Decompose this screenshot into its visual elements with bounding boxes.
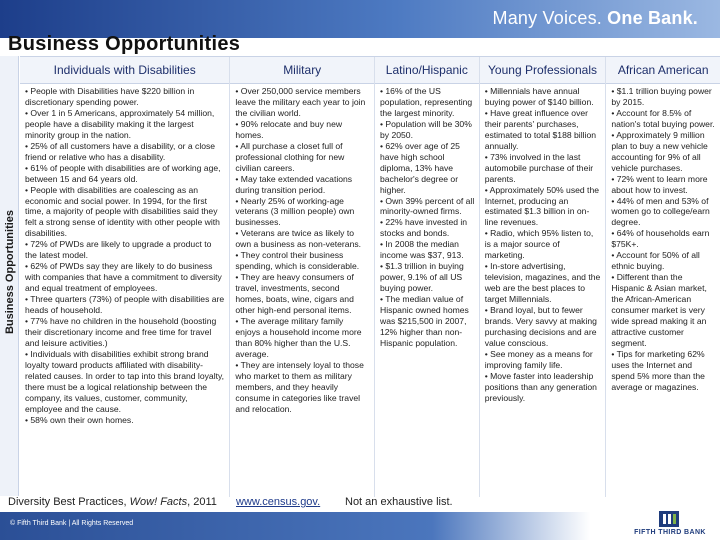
- bullet-item: • People with disabilities are coalescing as an economic and social power. In 1994, for the first time, a majority of people with disabilities said they felt a strong sense of identity with other people with disabilities.: [25, 184, 220, 239]
- fifth-third-bank-logo-icon: [658, 510, 680, 528]
- source-suffix: , 2011: [187, 496, 217, 508]
- source-italic: Wow! Facts: [129, 496, 188, 508]
- bullet-item: • They control their business spending, which is considerable.: [235, 250, 360, 272]
- bullet-item: • 58% own their own homes.: [25, 414, 134, 425]
- bullet-item: • Over 1 in 5 Americans, approximately 54 million, people have a disability making it the largest minority group in the nation.: [25, 107, 215, 140]
- bullet-item: • Individuals with disabilities exhibit strong brand loyalty toward products affiliated with disability-related causes. In order to tap into this brand loyalty, there must be a logical relationship between the company, its values, customer, community, employee and the cause.: [25, 348, 225, 414]
- bullet-item: • 73% involved in the last automobile purchase of their parents.: [484, 151, 594, 184]
- bullet-item: • 62% over age of 25 have high school diploma, 13% have bachelor's degree or higher.: [379, 140, 460, 195]
- bullet-item: • Veterans are twice as likely to own a business as non-veterans.: [235, 228, 362, 250]
- tagline-bold: One Bank.: [607, 8, 698, 28]
- opportunity-table: [20, 56, 720, 497]
- bullet-item: • 44% of men and 53% of women go to college/earn degree.: [611, 195, 710, 228]
- census-link-text[interactable]: www.census.gov: [236, 496, 318, 508]
- bullet-item: • Account for 50% of all ethnic buying.: [611, 250, 700, 272]
- bullet-item: • 16% of the US population, representing the largest minority.: [379, 86, 473, 118]
- column-young-professionals: [480, 57, 607, 497]
- bullet-item: • Have great influence over their parents' purchases, estimated to total $188 billion annually.: [484, 107, 596, 151]
- side-label-text: Business Opportunities: [4, 209, 16, 335]
- bullet-item: • Radio, which 95% listen to, is a major source of marketing.: [484, 228, 594, 261]
- bullet-item: • In 2008 the median income was $37, 913.: [379, 239, 464, 261]
- bullet-item: • The average military family enjoys a household income more than 80% higher than the U.S. average.: [235, 316, 362, 359]
- bullet-item: • Nearly 25% of working-age veterans (3 million people) own businesses.: [235, 195, 355, 228]
- bullet-item: • People with Disabilities have $220 billion in discretionary spending power.: [25, 86, 195, 107]
- column-body: [480, 84, 606, 404]
- bullet-item: • All purchase a closet full of professional clothing for new civilian careers.: [235, 140, 345, 173]
- bullet-item: • Three quarters (73%) of people with disabilities are heads of household.: [25, 294, 225, 316]
- bullet-item: • Tips for marketing 62% uses the Internet and spend 5% more than the average or magazines.: [611, 348, 705, 392]
- bullet-item: • In-store advertising, television, magazines, and the web are the best places to target Millennials.: [484, 261, 601, 305]
- census-link-suffix: .: [317, 496, 321, 508]
- column-heading: African American: [606, 57, 720, 84]
- bullet-item: • 61% of people with disabilities are of working age, between 15 and 64 years old.: [25, 162, 221, 184]
- column-body: [375, 84, 479, 349]
- footer: [0, 496, 720, 540]
- bullet-item: • Account for 8.5% of nation's total buying power.: [611, 107, 715, 129]
- census-link[interactable]: [236, 496, 320, 508]
- bullet-item: • 22% have invested in stocks and bonds.: [379, 217, 468, 239]
- bullet-item: • May take extended vacations during transition period.: [235, 173, 353, 195]
- tagline-regular: Many Voices.: [492, 8, 602, 28]
- bullet-item: • 62% of PWDs say they are likely to do business with companies that have a commitment to diversity and equal treatment of employees.: [25, 261, 222, 294]
- bullet-item: • $1.3 trillion in buying power, 9.1% of all US buying power.: [379, 261, 464, 294]
- column-military: [230, 57, 375, 497]
- column-disabilities: [20, 57, 230, 497]
- copyright: © Fifth Third Bank | All Rights Reserved: [10, 520, 134, 527]
- column-heading: Military: [230, 57, 374, 84]
- bullet-item: • Own 39% percent of all minority-owned firms.: [379, 195, 475, 217]
- column-african-american: [606, 57, 720, 497]
- bullet-item: • Millennials have annual buying power of $140 billion.: [484, 86, 594, 107]
- column-latino-hispanic: [375, 57, 480, 497]
- bullet-item: • Approximately 50% used the Internet, producing an estimated $1.3 billion in on-line revenues.: [484, 184, 600, 228]
- bullet-item: • $1.1 trillion buying power by 2015.: [611, 86, 712, 107]
- column-heading: Individuals with Disabilities: [20, 57, 229, 84]
- bullet-item: • Approximately 9 million plan to buy a new vehicle accounting for 9% of all vehicle purchases.: [611, 129, 708, 173]
- bullet-item: • 72% went to learn more about how to invest.: [611, 173, 708, 195]
- bullet-item: • 90% relocate and buy new homes.: [235, 118, 343, 140]
- bullet-item: • Population will be 30% by 2050.: [379, 118, 472, 140]
- column-body: [230, 84, 374, 415]
- side-label: [0, 56, 19, 496]
- bullet-item: • 77% have no children in the household (boosting their discretionary income and free time for travel and leisure activities.): [25, 316, 217, 348]
- bullet-item: • 25% of all customers have a disability, or a close friend or relative who has a disability.: [25, 140, 216, 162]
- bullet-item: • The median value of Hispanic owned homes was $215,500 in 2007, 12% higher than non-Hispanic population.: [379, 294, 469, 348]
- tagline: [493, 8, 698, 29]
- page-title: Business Opportunities: [8, 33, 241, 55]
- column-heading: Latino/Hispanic: [375, 57, 479, 84]
- bullet-item: • They are intensely loyal to those who market to them as military members, and they heavily consume in categories like travel and relocation.: [235, 359, 364, 414]
- column-heading: Young Professionals: [480, 57, 606, 84]
- bullet-item: • Move faster into leadership positions than any generation previously.: [484, 370, 597, 403]
- bullet-item: • 72% of PWDs are likely to upgrade a product to the latest model.: [25, 239, 212, 261]
- bullet-item: • They are heavy consumers of travel, investments, second homes, boats, wine, cigars and other high-end personal items.: [235, 272, 354, 316]
- bullet-item: • Different than the Hispanic & Asian market, the African-American consumer market is very wide spread making it an attractive customer segment.: [611, 272, 707, 348]
- source-prefix: Diversity Best Practices,: [8, 496, 130, 508]
- bullet-item: • Over 250,000 service members leave the military each year to join the civilian world.: [235, 86, 366, 118]
- column-body: [20, 84, 229, 426]
- bullet-item: • Brand loyal, but to fewer brands. Very savvy at making purchasing decisions and are value conscious.: [484, 305, 597, 348]
- footer-bar: [0, 512, 720, 540]
- source-citation: [8, 496, 217, 508]
- bullet-item: • See money as a means for improving family life.: [484, 348, 593, 370]
- bank-logo: [634, 510, 706, 540]
- disclaimer-note: Not an exhaustive list.: [345, 496, 453, 508]
- logo-text: FIFTH THIRD BANK: [634, 529, 706, 536]
- bullet-item: • 64% of households earn $75K+.: [611, 228, 710, 250]
- column-body: [606, 84, 720, 393]
